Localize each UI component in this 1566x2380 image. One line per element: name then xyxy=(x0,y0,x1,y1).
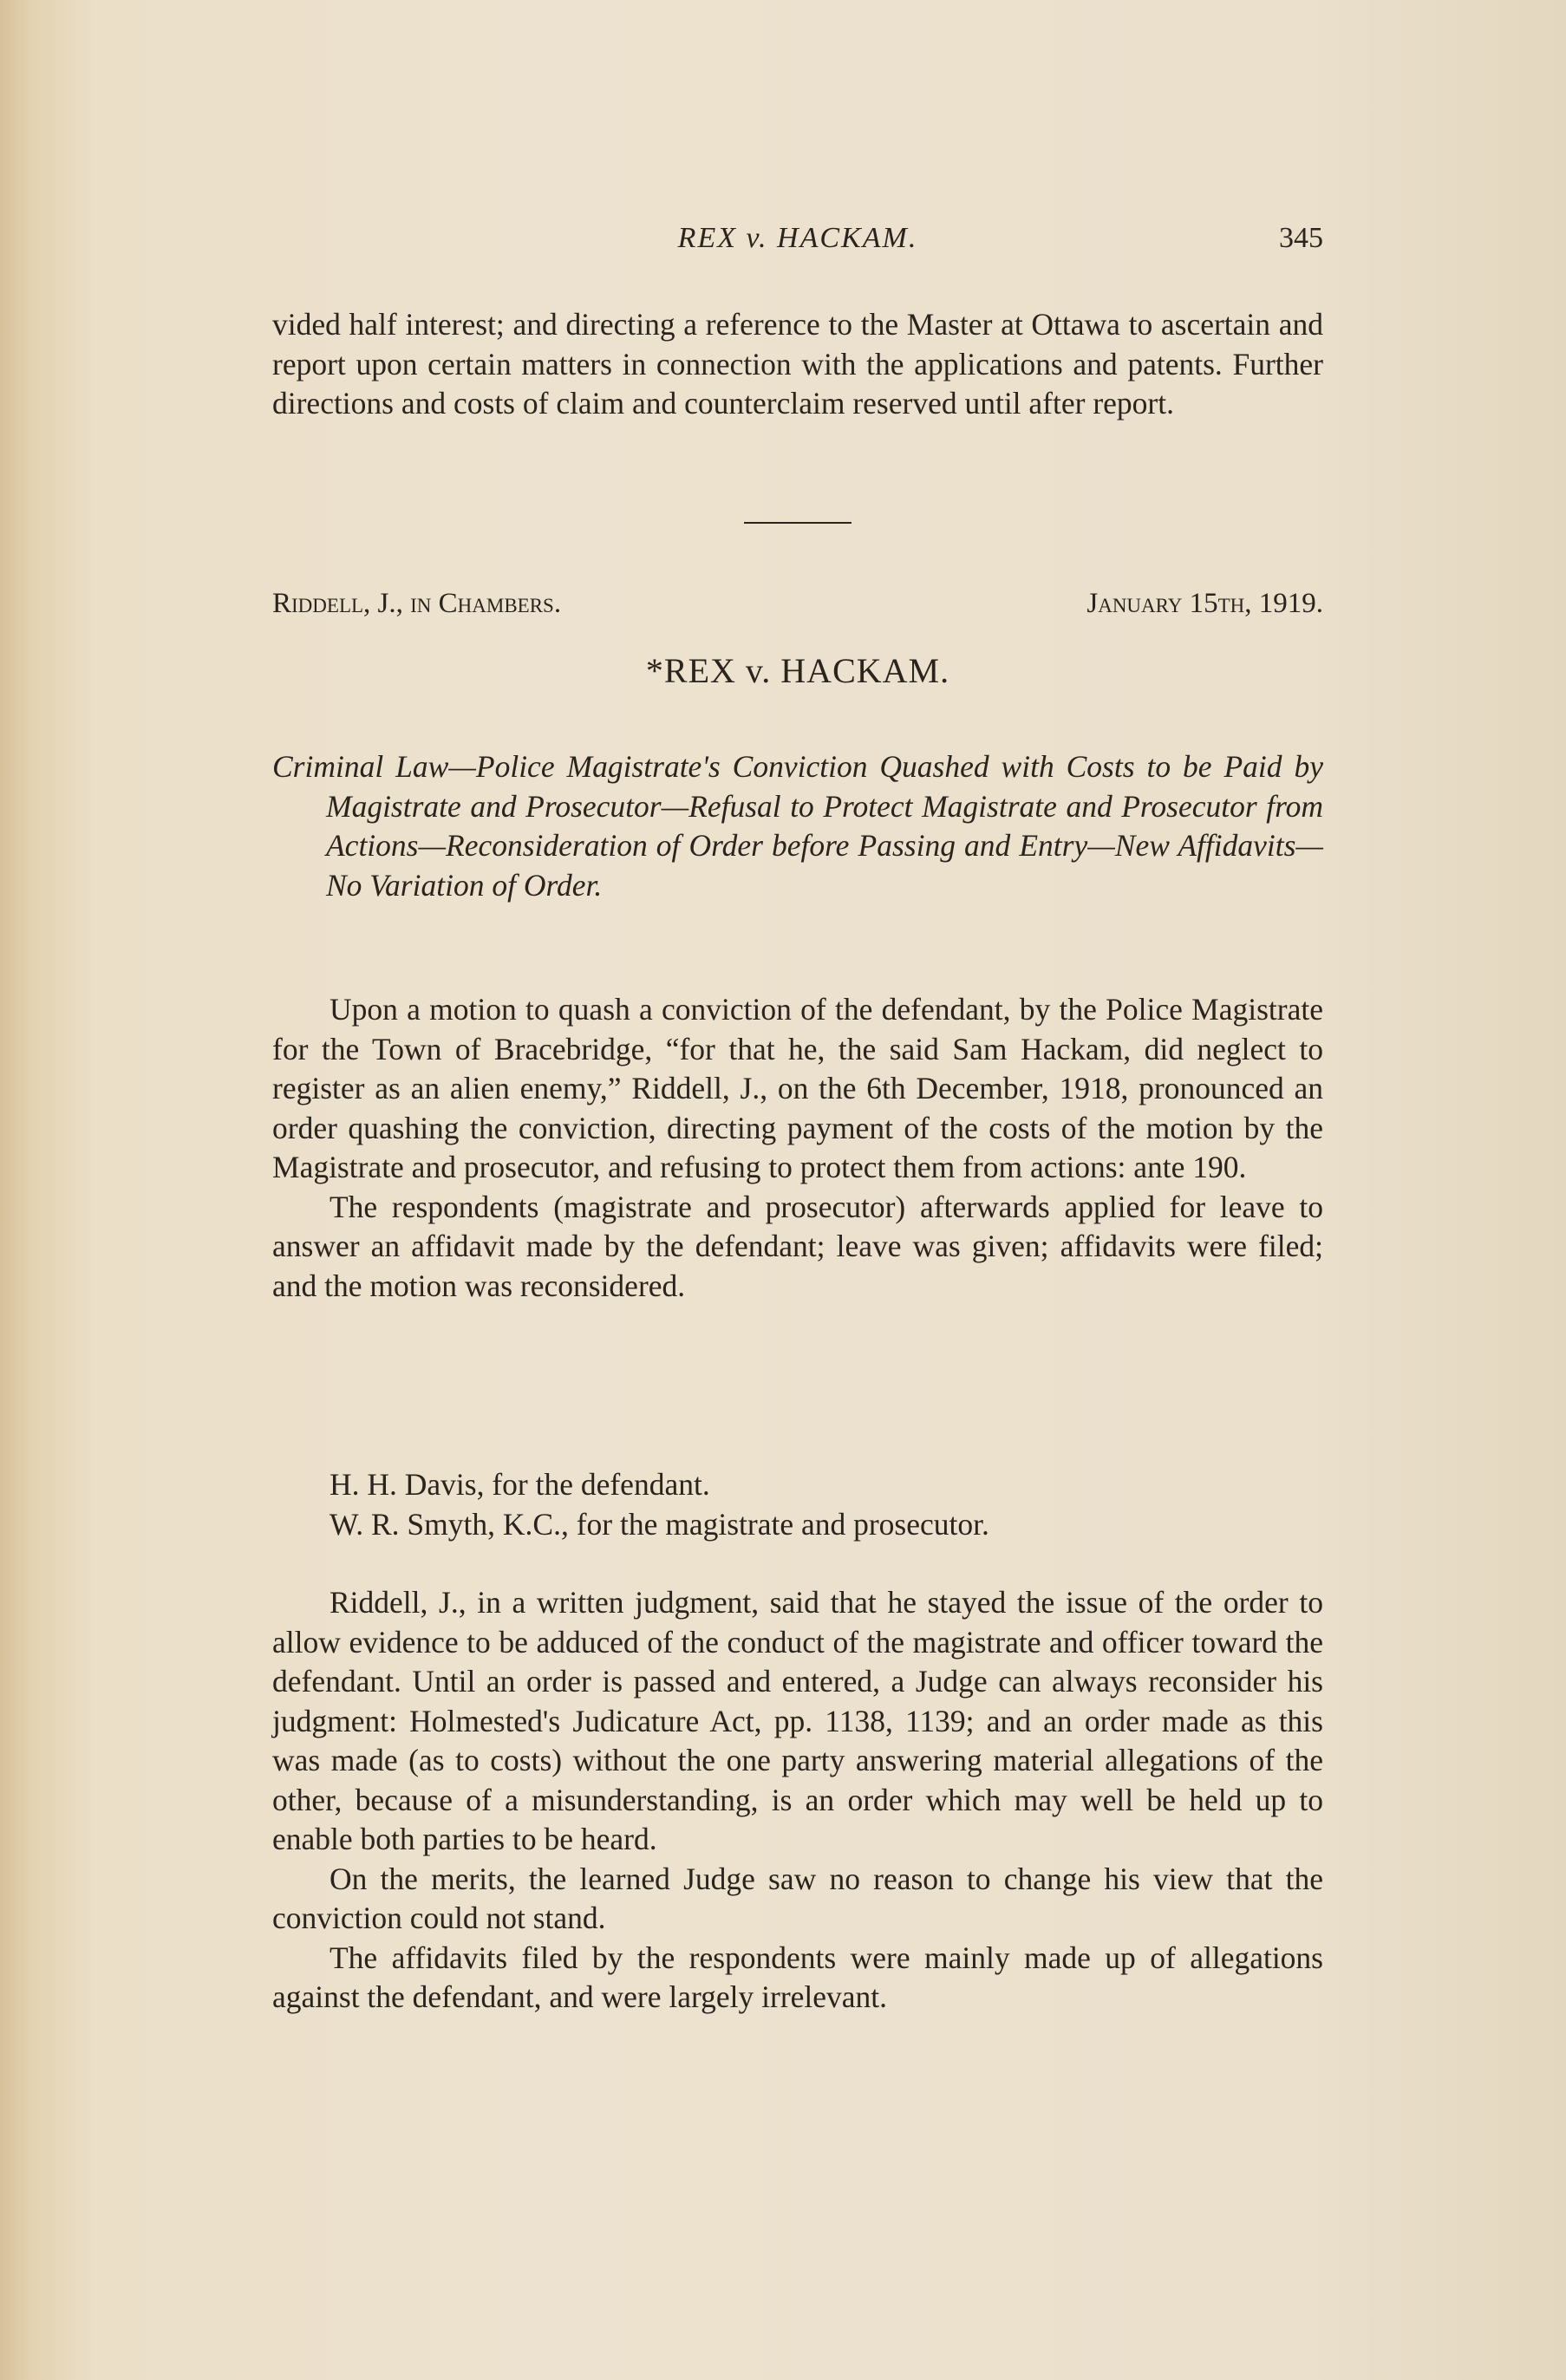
judgment-paragraph: The affidavits filed by the respondents were mainly made up of allegations against the defendant, and were largely irrelevant. xyxy=(272,1940,1323,2014)
intro-paragraph: vided half interest; and directing a reference to the Master at Ottawa to ascertain and report upon certain matters in connection with the applications and patents. Further directions and costs of claim and counterclaim reserved until after report. xyxy=(272,307,1323,421)
judge-chambers: Riddell, J., in Chambers. xyxy=(272,588,562,619)
counsel-block xyxy=(272,1465,1323,1544)
intro-paragraph-block xyxy=(272,305,1323,424)
headnote: Criminal Law—Police Magistrate's Conviction Quashed with Costs to be Paid by Magistrate and Prosecutor—Refusal to Protect Magistrate and Prosecutor from Actions—Reconsideration of Order before Passing and Entry—New Affidavits—No Variation of Order. xyxy=(272,749,1323,903)
running-head xyxy=(272,222,1323,265)
judgment-paragraph: On the merits, the learned Judge saw no reason to change his view that the conviction could not stand. xyxy=(272,1861,1323,1935)
decision-date: January 15th, 1919. xyxy=(1086,588,1323,619)
judgment-paragraph: Riddell, J., in a written judgment, said that he stayed the issue of the order to allow evidence to be adduced of the conduct of the magistrate and officer toward the defendant. Until an order is passed and entered, a Judge can always reconsider his judgment: Holmested's Judicature Act, pp. 1138, 1139; and an order made as this was made (as to costs) without the one party answering material allegations of the other, because of a misunderstanding, is an order which may well be held up to enable both parties to be heard. xyxy=(272,1585,1323,1856)
facts-block xyxy=(272,990,1323,1306)
running-head-title: REX v. HACKAM. xyxy=(677,222,918,254)
page-number: 345 xyxy=(1279,222,1323,254)
facts-paragraph: The respondents (magistrate and prosecutor) afterwards applied for leave to answer an affidavit made by the defendant; leave was given; affidavits were filed; and the motion was reconsidered. xyxy=(272,1189,1323,1303)
counsel-line: H. H. Davis, for the defendant. xyxy=(330,1467,710,1502)
section-divider xyxy=(744,522,852,524)
counsel-line: W. R. Smyth, K.C., for the magistrate and prosecutor. xyxy=(330,1506,989,1542)
case-title: *REX v. HACKAM. xyxy=(645,651,950,690)
facts-paragraph: Upon a motion to quash a conviction of the defendant, by the Police Magistrate for the Town of Bracebridge, “for that he, the said Sam Hackam, did neglect to register as an alien enemy,” Riddell, J., on the 6th December, 1918, pronounced an order quashing the conviction, directing payment of the costs of the motion by the Magistrate and prosecutor, and refusing to protect them from actions: ante 190. xyxy=(272,992,1323,1184)
court-line xyxy=(272,588,1323,631)
judgment-block xyxy=(272,1583,1323,2018)
